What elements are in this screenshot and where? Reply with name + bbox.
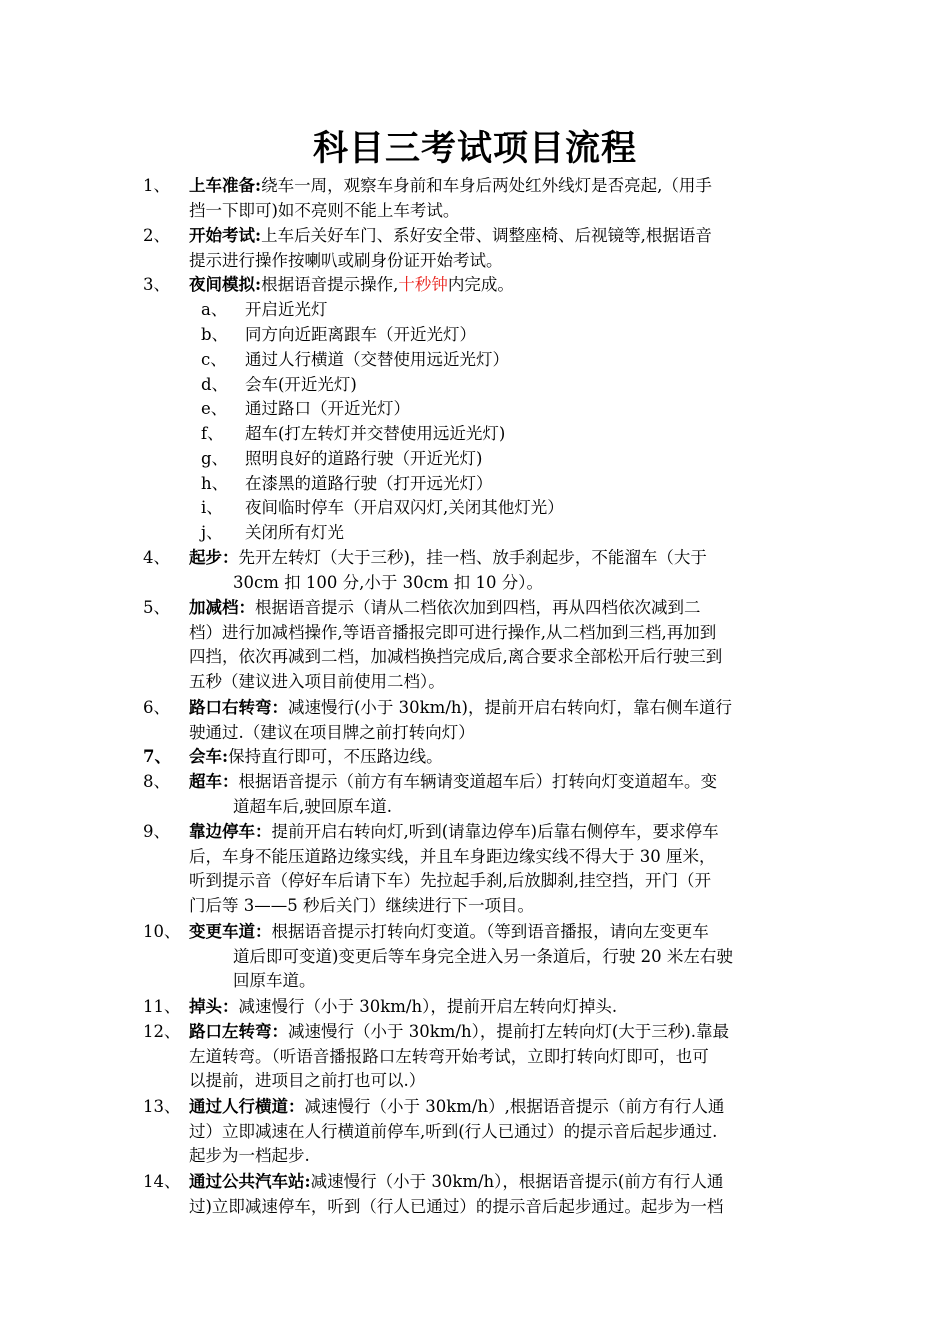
list-item (143, 174, 809, 223)
item-number: 14、 (143, 1172, 181, 1191)
item-number: 8、 (143, 772, 170, 791)
item-number: 11、 (143, 997, 181, 1016)
step-letter: c、 (201, 350, 227, 369)
item-text: 左道转弯。（听语音播报路口左转弯开始考试，立即打转向灯即可，也可 (189, 1046, 709, 1066)
item-text: 四挡，依次再减到二档，加减档换挡完成后,离合要求全部松开后行驶三到 (189, 647, 723, 667)
item-text: 档）进行加减档操作,等语音播报完即可进行操作,从二档加到三档,再加到 (189, 622, 717, 642)
item-heading: 变更车道： (189, 922, 272, 941)
item-text: 起步为一档起步. (189, 1146, 310, 1166)
step-text: 照明良好的道路行驶（开近光灯) (245, 449, 483, 468)
item-number: 5、 (143, 598, 170, 617)
step-letter: g、 (201, 449, 229, 468)
list-item (143, 596, 809, 694)
item-text: 驶通过.（建议在项目牌之前打转向灯） (189, 722, 475, 742)
step-text: 在漆黑的道路行驶（打开远光灯） (245, 474, 493, 493)
item-heading: 通过人行横道： (189, 1097, 305, 1116)
item-heading: 掉头： (189, 997, 239, 1016)
list-item (143, 546, 809, 595)
step-text: 通过人行横道（交替使用远近光灯） (245, 350, 509, 369)
step-letter: d、 (201, 375, 229, 394)
list-item (143, 920, 809, 994)
item-text: 30cm 扣 100 分,小于 30cm 扣 10 分）。 (233, 572, 543, 592)
item-heading: 超车： (189, 772, 239, 791)
item-number: 3、 (143, 275, 170, 294)
item-heading: 靠边停车： (189, 822, 272, 841)
item-heading: 加减档： (189, 598, 255, 617)
step-text: 夜间临时停车（开启双闪灯,关闭其他灯光） (245, 498, 564, 517)
item-number: 1、 (143, 176, 170, 195)
item-text: 减速慢行（小于 30km/h），提前开启左转向灯掉头. (238, 997, 618, 1016)
step-text: 关闭所有灯光 (245, 523, 344, 542)
item-text: 以提前，进项目之前打也可以.） (189, 1071, 426, 1091)
item-text: 过）立即减速在人行横道前停车,听到(行人已通过）的提示音后起步通过. (189, 1121, 718, 1141)
item-text: 五秒（建议进入项目前使用二档）。 (189, 671, 445, 691)
item-number: 12、 (143, 1022, 181, 1041)
step-letter: j、 (201, 523, 223, 542)
item-text: 过)立即减速停车，听到（行人已通过）的提示音后起步通过。起步为一档 (189, 1196, 724, 1216)
item-text: 道超车后,驶回原车道. (233, 796, 392, 816)
item-number: 6、 (143, 698, 170, 717)
list-item (143, 995, 809, 1020)
step-text: 同方向近距离跟车（开近光灯） (245, 325, 476, 344)
item-text: 听到提示音（停好车后请下车）先拉起手刹,后放脚刹,挂空挡，开门（开 (189, 871, 711, 891)
item-text: 减速慢行（小于 30km/h），根据语音提示(前方有行人通 (310, 1172, 724, 1191)
item-text: 根据语音提示操作, (261, 275, 399, 294)
item-text: 上车后关好车门、系好安全带、调整座椅、后视镜等,根据语音 (261, 226, 712, 245)
list-item (143, 1020, 809, 1094)
item-number: 10、 (143, 922, 181, 941)
step-text: 超车(打左转灯并交替使用远近光灯) (245, 424, 506, 443)
step-letter: e、 (201, 399, 228, 418)
item-text: 挡一下即可)如不亮则不能上车考试。 (189, 200, 460, 220)
list-item (143, 745, 809, 770)
item-text: 后，车身不能压道路边缘实线，并且车身距边缘实线不得大于 30 厘米， (189, 846, 716, 866)
item-text: 保持直行即可，不压路边线。 (228, 747, 443, 766)
item-text: 减速慢行（小于 30km/h）,根据语音提示（前方有行人通 (304, 1097, 725, 1116)
item-number: 7、 (143, 747, 171, 766)
list-item (143, 273, 809, 298)
item-text: 道后即可变道)变更后等车身完全进入另一条道后，行驶 20 米左右驶 (233, 946, 733, 966)
list-item (143, 770, 809, 819)
item-heading: 会车: (189, 747, 229, 766)
item-heading: 起步： (189, 548, 239, 567)
step-text: 开启近光灯 (245, 300, 328, 319)
item-text: 绕车一周，观察车身前和车身后两处红外线灯是否亮起,（用手 (261, 176, 712, 195)
item-text: 提示进行操作按喇叭或刷身份证开始考试。 (189, 250, 503, 270)
step-letter: i、 (201, 498, 223, 517)
list-item (143, 696, 809, 745)
item-text: 先开左转灯（大于三秒)，挂一档、放手刹起步，不能溜车（大于 (238, 548, 707, 567)
time-limit-highlight: 十秒钟 (398, 275, 448, 294)
list-item (143, 820, 809, 918)
item-number: 13、 (143, 1097, 181, 1116)
list-item (143, 1170, 809, 1219)
item-text: 门后等 3——5 秒后关门）继续进行下一项目。 (189, 895, 534, 915)
list-item (143, 224, 809, 273)
item-text: 回原车道。 (233, 971, 316, 991)
item-heading: 通过公共汽车站: (189, 1172, 311, 1191)
item-text: 根据语音提示（前方有车辆请变道超车后）打转向灯变道超车。变 (238, 772, 717, 791)
item-text: 提前开启右转向灯,听到(请靠边停车)后靠右侧停车，要求停车 (271, 822, 719, 841)
step-text: 会车(开近光灯) (245, 375, 357, 394)
item-text: 减速慢行(小于 30km/h)，提前开启右转向灯，靠右侧车道行 (288, 698, 732, 717)
item-text: 根据语音提示（请从二档依次加到四档，再从四档依次减到二 (255, 598, 701, 617)
item-heading: 夜间模拟: (189, 275, 262, 294)
item-number: 2、 (143, 226, 170, 245)
step-letter: f、 (201, 424, 224, 443)
item-text: 根据语音提示打转向灯变道。（等到语音播报，请向左变更车 (271, 922, 709, 941)
item-heading: 上车准备: (189, 176, 262, 195)
step-letter: h、 (201, 474, 229, 493)
list-item (143, 1095, 809, 1169)
step-letter: a、 (201, 300, 228, 319)
item-number: 9、 (143, 822, 170, 841)
item-text: 减速慢行（小于 30km/h），提前打左转向灯(大于三秒).靠最 (288, 1022, 729, 1041)
item-number: 4、 (143, 548, 170, 567)
item-heading: 路口右转弯： (189, 698, 288, 717)
step-letter: b、 (201, 325, 229, 344)
document-title: 科目三考试项目流程 (312, 129, 637, 169)
item-text: 内完成。 (447, 275, 514, 294)
step-text: 通过路口（开近光灯） (245, 399, 410, 418)
item-heading: 开始考试: (189, 226, 262, 245)
item-heading: 路口左转弯： (189, 1022, 288, 1041)
